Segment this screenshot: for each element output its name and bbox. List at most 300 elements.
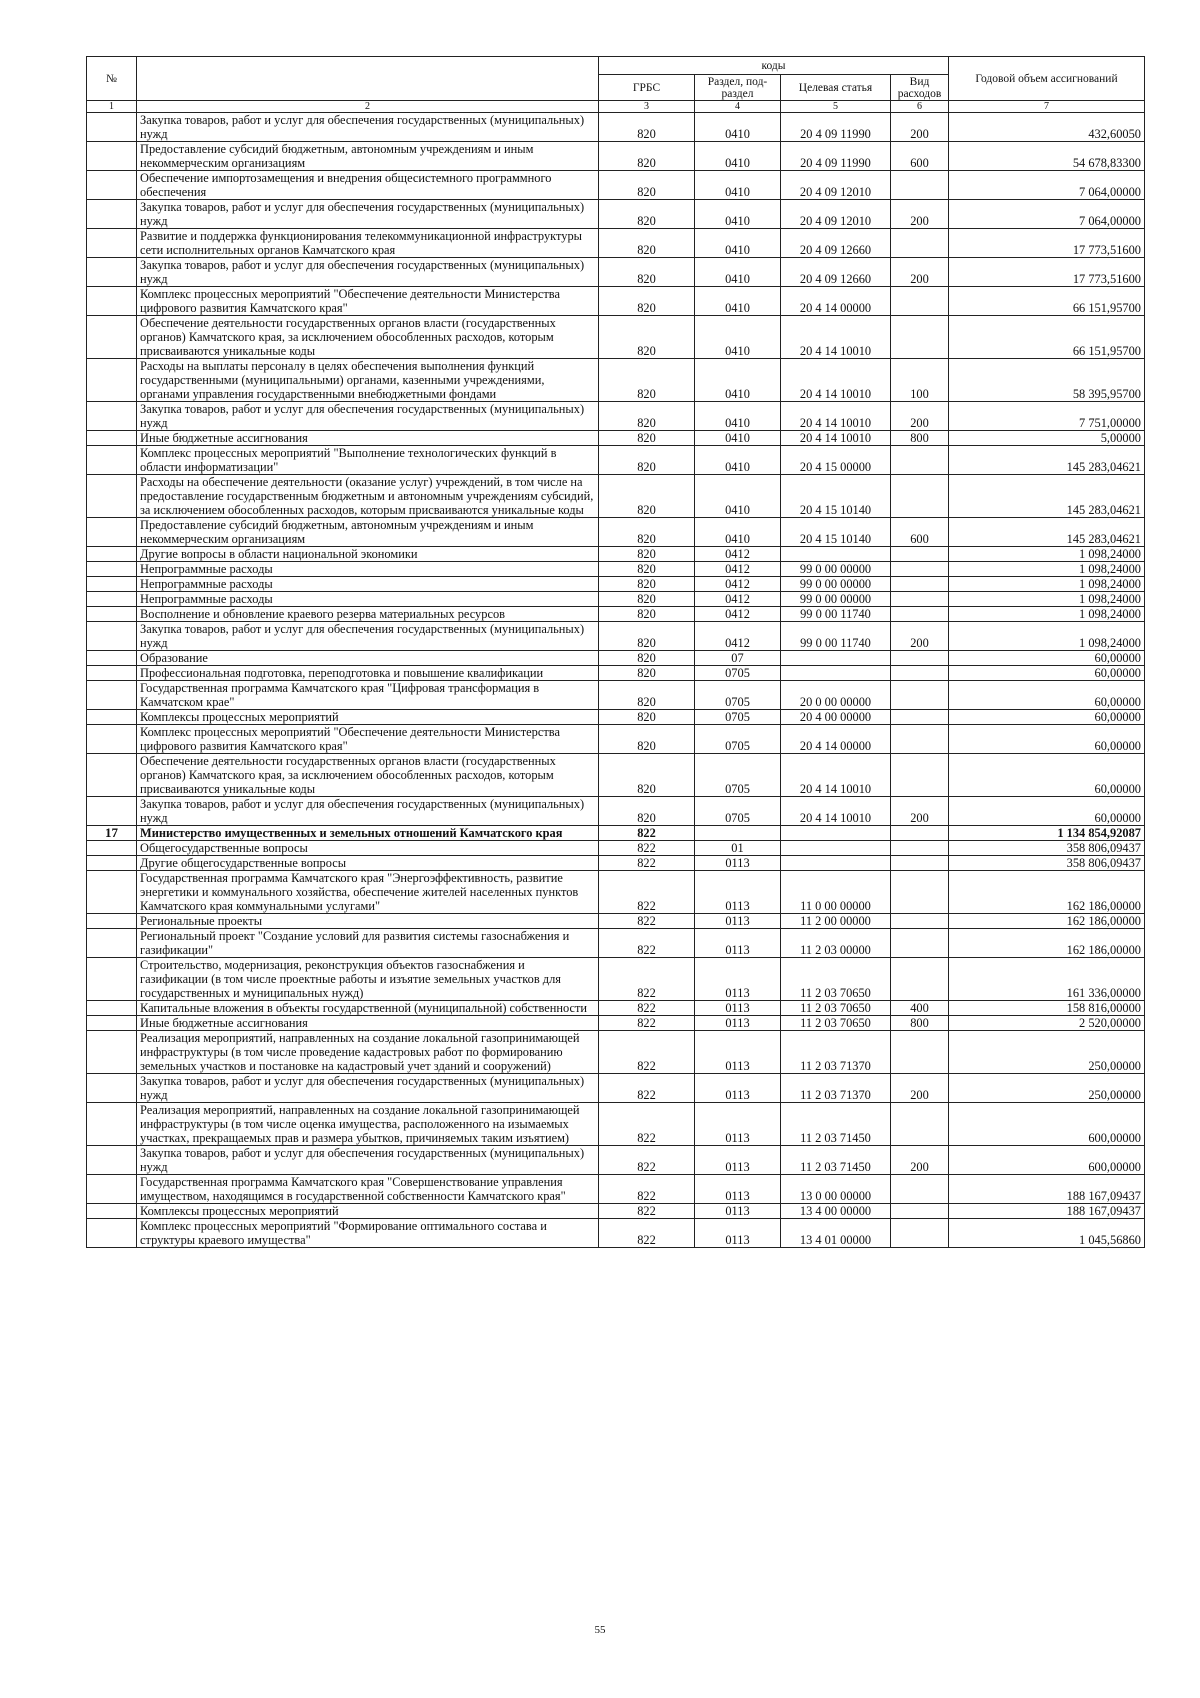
row-name-cell: Строительство, модернизация, реконструкция объектов газоснабжения и газификации (в том числе проектные работы и изъятие земельных участков для государственных и муниципальных нужд) [137,958,599,1001]
row-vid-cell [891,1175,949,1204]
row-number-cell [87,725,137,754]
row-name-cell: Государственная программа Камчатского края "Энергоэффективность, развитие энергетики и коммунального хозяйства, обеспечение жителей населенных пунктов Камчатского края коммунальными услугами" [137,871,599,914]
row-tselevaya-cell: 20 4 09 11990 [781,113,891,142]
row-vid-cell: 600 [891,142,949,171]
row-name-cell: Общегосударственные вопросы [137,841,599,856]
row-tselevaya-cell [781,856,891,871]
row-razdel-cell: 0410 [695,359,781,402]
row-razdel-cell: 0410 [695,171,781,200]
row-name-cell: Комплекс процессных мероприятий "Формирование оптимального состава и структуры краевого имущества" [137,1219,599,1248]
row-vid-cell: 600 [891,518,949,547]
row-vid-cell [891,856,949,871]
row-amount-cell: 250,00000 [949,1074,1145,1103]
table-row [87,1016,1145,1031]
row-grbs-cell: 820 [599,797,695,826]
header-tselevaya: Целевая статья [781,75,891,101]
row-vid-cell [891,681,949,710]
row-vid-cell [891,562,949,577]
table-row [87,871,1145,914]
row-vid-cell: 200 [891,1146,949,1175]
row-vid-cell [891,446,949,475]
table-row [87,475,1145,518]
table-row [87,402,1145,431]
table-row [87,666,1145,681]
row-grbs-cell: 822 [599,871,695,914]
row-number-cell [87,287,137,316]
column-number: 6 [891,101,949,113]
row-number-cell [87,113,137,142]
row-razdel-cell: 0410 [695,475,781,518]
row-tselevaya-cell: 20 4 14 10010 [781,797,891,826]
row-razdel-cell: 0410 [695,402,781,431]
row-name-cell: Государственная программа Камчатского края "Цифровая трансформация в Камчатском крае" [137,681,599,710]
row-grbs-cell: 820 [599,577,695,592]
table-row [87,577,1145,592]
row-name-cell: Обеспечение деятельности государственных органов власти (государственных органов) Камчатского края, за исключением обособленных расходов, которым присваиваются уникальные коды [137,316,599,359]
row-tselevaya-cell: 20 4 09 12660 [781,258,891,287]
column-number: 5 [781,101,891,113]
table-row [87,914,1145,929]
row-name-cell: Обеспечение импортозамещения и внедрения общесистемного программного обеспечения [137,171,599,200]
row-vid-cell: 800 [891,431,949,446]
row-vid-cell [891,577,949,592]
row-grbs-cell: 822 [599,1031,695,1074]
row-grbs-cell: 820 [599,681,695,710]
row-number-cell [87,258,137,287]
table-row [87,725,1145,754]
row-number-cell [87,1016,137,1031]
table-row [87,1146,1145,1175]
row-amount-cell: 1 098,24000 [949,607,1145,622]
row-vid-cell: 100 [891,359,949,402]
row-razdel-cell: 0113 [695,1146,781,1175]
row-vid-cell [891,287,949,316]
row-tselevaya-cell: 20 4 14 10010 [781,754,891,797]
row-razdel-cell: 0410 [695,229,781,258]
table-row [87,200,1145,229]
row-name-cell: Закупка товаров, работ и услуг для обеспечения государственных (муниципальных) нужд [137,200,599,229]
row-razdel-cell: 0410 [695,200,781,229]
row-number-cell [87,1031,137,1074]
row-tselevaya-cell: 20 4 00 00000 [781,710,891,725]
row-razdel-cell: 0410 [695,113,781,142]
row-tselevaya-cell [781,547,891,562]
row-number-cell [87,622,137,651]
row-grbs-cell: 822 [599,929,695,958]
row-amount-cell: 60,00000 [949,681,1145,710]
row-vid-cell: 400 [891,1001,949,1016]
row-amount-cell: 600,00000 [949,1146,1145,1175]
row-name-cell: Другие общегосударственные вопросы [137,856,599,871]
row-amount-cell: 358 806,09437 [949,841,1145,856]
row-grbs-cell: 820 [599,666,695,681]
row-tselevaya-cell: 99 0 00 00000 [781,577,891,592]
row-vid-cell [891,607,949,622]
row-name-cell: Закупка товаров, работ и услуг для обеспечения государственных (муниципальных) нужд [137,402,599,431]
row-name-cell: Закупка товаров, работ и услуг для обеспечения государственных (муниципальных) нужд [137,1074,599,1103]
row-number-cell [87,1219,137,1248]
row-razdel-cell: 0113 [695,1103,781,1146]
row-tselevaya-cell: 99 0 00 00000 [781,592,891,607]
row-tselevaya-cell: 99 0 00 11740 [781,622,891,651]
row-vid-cell: 200 [891,622,949,651]
row-number-cell [87,229,137,258]
row-name-cell: Закупка товаров, работ и услуг для обеспечения государственных (муниципальных) нужд [137,258,599,287]
row-grbs-cell: 820 [599,651,695,666]
row-razdel-cell: 0410 [695,142,781,171]
row-grbs-cell: 822 [599,1204,695,1219]
row-tselevaya-cell: 11 2 03 71450 [781,1146,891,1175]
row-name-cell: Закупка товаров, работ и услуг для обеспечения государственных (муниципальных) нужд [137,797,599,826]
row-amount-cell: 66 151,95700 [949,316,1145,359]
row-razdel-cell: 0412 [695,547,781,562]
row-amount-cell: 358 806,09437 [949,856,1145,871]
row-name-cell: Закупка товаров, работ и услуг для обеспечения государственных (муниципальных) нужд [137,113,599,142]
row-vid-cell [891,666,949,681]
row-amount-cell: 188 167,09437 [949,1204,1145,1219]
row-vid-cell [891,871,949,914]
row-number-cell [87,681,137,710]
row-grbs-cell: 820 [599,431,695,446]
row-tselevaya-cell: 20 4 15 10140 [781,518,891,547]
header-grbs: ГРБС [599,75,695,101]
row-tselevaya-cell: 11 2 03 71450 [781,1103,891,1146]
table-row [87,359,1145,402]
row-amount-cell: 60,00000 [949,725,1145,754]
column-number: 4 [695,101,781,113]
row-number-cell [87,841,137,856]
row-grbs-cell: 820 [599,725,695,754]
row-amount-cell: 66 151,95700 [949,287,1145,316]
row-number-cell [87,562,137,577]
table-row [87,607,1145,622]
row-amount-cell: 162 186,00000 [949,914,1145,929]
row-amount-cell: 1 134 854,92087 [949,826,1145,841]
row-amount-cell: 1 098,24000 [949,577,1145,592]
row-name-cell: Региональный проект "Создание условий для развития системы газоснабжения и газификации" [137,929,599,958]
table-row [87,1031,1145,1074]
row-name-cell: Министерство имущественных и земельных отношений Камчатского края [137,826,599,841]
table-row [87,1074,1145,1103]
row-name-cell: Государственная программа Камчатского края "Совершенствование управления имуществом, находящимся в государственной собственности Камчатского края" [137,1175,599,1204]
row-tselevaya-cell: 99 0 00 11740 [781,607,891,622]
row-razdel-cell: 0113 [695,856,781,871]
row-grbs-cell: 820 [599,518,695,547]
row-amount-cell: 58 395,95700 [949,359,1145,402]
row-razdel-cell: 0705 [695,725,781,754]
row-razdel-cell: 0113 [695,958,781,1001]
row-name-cell: Расходы на обеспечение деятельности (оказание услуг) учреждений, в том числе на предоставление государственным бюджетным и автономным учреждениям субсидий, за исключением обособленных расходов, которым присваиваются уникальные коды [137,475,599,518]
row-name-cell: Комплекс процессных мероприятий "Обеспечение деятельности Министерства цифрового развития Камчатского края" [137,287,599,316]
row-number-cell [87,475,137,518]
row-number-cell [87,797,137,826]
row-razdel-cell: 0412 [695,577,781,592]
row-grbs-cell: 820 [599,710,695,725]
row-razdel-cell [695,826,781,841]
row-amount-cell: 7 064,00000 [949,200,1145,229]
row-amount-cell: 60,00000 [949,797,1145,826]
row-name-cell: Непрограммные расходы [137,592,599,607]
row-vid-cell: 200 [891,200,949,229]
row-razdel-cell: 0410 [695,431,781,446]
row-grbs-cell: 822 [599,856,695,871]
row-amount-cell: 145 283,04621 [949,518,1145,547]
row-name-cell: Обеспечение деятельности государственных органов власти (государственных органов) Камчатского края, за исключением обособленных расходов, которым присваиваются уникальные коды [137,754,599,797]
row-number-cell [87,856,137,871]
header-amount: Годовой объем ассигнований [949,57,1145,101]
table-row [87,316,1145,359]
row-name-cell: Предоставление субсидий бюджетным, автономным учреждениям и иным некоммерческим организациям [137,142,599,171]
row-tselevaya-cell: 20 4 14 10010 [781,402,891,431]
row-amount-cell: 158 816,00000 [949,1001,1145,1016]
row-razdel-cell: 0410 [695,287,781,316]
table-row [87,446,1145,475]
row-tselevaya-cell: 20 4 14 10010 [781,316,891,359]
row-vid-cell [891,841,949,856]
budget-table-sheet [86,56,1144,1248]
row-vid-cell [891,958,949,1001]
table-row [87,287,1145,316]
row-name-cell: Реализация мероприятий, направленных на создание локальной газопринимающей инфраструктуры (в том числе проведение кадастровых работ по формированию земельных участков и постановке на кадастровый учет зданий и сооружений) [137,1031,599,1074]
row-name-cell: Развитие и поддержка функционирования телекоммуникационной инфраструктуры сети исполнительных органов Камчатского края [137,229,599,258]
row-number-cell [87,1175,137,1204]
row-tselevaya-cell: 11 2 03 00000 [781,929,891,958]
row-name-cell: Другие вопросы в области национальной экономики [137,547,599,562]
table-row [87,710,1145,725]
row-razdel-cell: 0113 [695,929,781,958]
row-number-cell [87,958,137,1001]
row-vid-cell: 200 [891,402,949,431]
row-vid-cell: 800 [891,1016,949,1031]
table-row [87,754,1145,797]
row-number-cell [87,518,137,547]
table-row [87,797,1145,826]
row-grbs-cell: 820 [599,316,695,359]
table-row [87,958,1145,1001]
row-grbs-cell: 820 [599,562,695,577]
row-name-cell: Комплекс процессных мероприятий "Обеспечение деятельности Министерства цифрового развития Камчатского края" [137,725,599,754]
row-name-cell: Непрограммные расходы [137,562,599,577]
row-razdel-cell: 0113 [695,1031,781,1074]
row-razdel-cell: 0113 [695,1016,781,1031]
row-amount-cell: 60,00000 [949,651,1145,666]
row-amount-cell: 7 064,00000 [949,171,1145,200]
row-name-cell: Непрограммные расходы [137,577,599,592]
row-amount-cell: 60,00000 [949,754,1145,797]
table-row [87,1175,1145,1204]
row-tselevaya-cell: 11 2 03 70650 [781,958,891,1001]
row-amount-cell: 188 167,09437 [949,1175,1145,1204]
row-amount-cell: 250,00000 [949,1031,1145,1074]
row-name-cell: Капитальные вложения в объекты государственной (муниципальной) собственности [137,1001,599,1016]
row-amount-cell: 7 751,00000 [949,402,1145,431]
row-razdel-cell: 0410 [695,316,781,359]
row-vid-cell [891,547,949,562]
row-tselevaya-cell [781,666,891,681]
row-number-cell [87,929,137,958]
row-razdel-cell: 0705 [695,666,781,681]
row-tselevaya-cell: 20 4 14 00000 [781,287,891,316]
row-tselevaya-cell: 13 4 00 00000 [781,1204,891,1219]
row-grbs-cell: 822 [599,958,695,1001]
row-number-cell [87,359,137,402]
row-tselevaya-cell: 20 4 14 00000 [781,725,891,754]
row-razdel-cell: 0410 [695,446,781,475]
row-razdel-cell: 0113 [695,914,781,929]
row-grbs-cell: 822 [599,841,695,856]
table-row [87,826,1145,841]
row-razdel-cell: 0412 [695,592,781,607]
row-amount-cell: 161 336,00000 [949,958,1145,1001]
table-row [87,841,1145,856]
row-number-cell [87,316,137,359]
table-row [87,929,1145,958]
row-grbs-cell: 820 [599,229,695,258]
row-vid-cell [891,475,949,518]
row-razdel-cell: 0113 [695,1175,781,1204]
row-vid-cell [891,316,949,359]
page-number: 55 [594,1624,606,1636]
row-tselevaya-cell: 11 2 03 71370 [781,1074,891,1103]
row-tselevaya-cell: 13 4 01 00000 [781,1219,891,1248]
row-tselevaya-cell: 11 2 03 70650 [781,1016,891,1031]
row-vid-cell: 200 [891,113,949,142]
row-razdel-cell: 07 [695,651,781,666]
row-grbs-cell: 820 [599,446,695,475]
row-razdel-cell: 0705 [695,681,781,710]
row-name-cell: Комплекс процессных мероприятий "Выполнение технологических функций в области информатизации" [137,446,599,475]
row-amount-cell: 5,00000 [949,431,1145,446]
row-tselevaya-cell: 20 4 15 10140 [781,475,891,518]
row-grbs-cell: 820 [599,359,695,402]
row-grbs-cell: 822 [599,1219,695,1248]
row-grbs-cell: 820 [599,402,695,431]
row-name-cell: Реализация мероприятий, направленных на создание локальной газопринимающей инфраструктуры (в том числе оценка имущества, расположенного на изымаемых участках, прекращаемых прав и размера убытков, причиняемых таким изъятием) [137,1103,599,1146]
row-amount-cell: 60,00000 [949,666,1145,681]
row-tselevaya-cell: 20 4 15 00000 [781,446,891,475]
row-razdel-cell: 0412 [695,562,781,577]
row-vid-cell [891,914,949,929]
row-grbs-cell: 820 [599,258,695,287]
row-vid-cell [891,651,949,666]
row-number-cell [87,142,137,171]
row-tselevaya-cell [781,651,891,666]
row-grbs-cell: 820 [599,475,695,518]
row-razdel-cell: 0410 [695,518,781,547]
row-razdel-cell: 0113 [695,1074,781,1103]
header-codes: коды [599,57,949,75]
row-amount-cell: 145 283,04621 [949,475,1145,518]
row-number-cell [87,1146,137,1175]
column-number: 3 [599,101,695,113]
row-number-cell [87,754,137,797]
row-razdel-cell: 0113 [695,1219,781,1248]
table-body [87,113,1145,1248]
row-razdel-cell: 0113 [695,871,781,914]
row-number-cell [87,607,137,622]
row-vid-cell: 200 [891,258,949,287]
row-number-cell [87,914,137,929]
row-grbs-cell: 822 [599,1001,695,1016]
row-number-cell [87,666,137,681]
row-number-cell [87,577,137,592]
table-row [87,229,1145,258]
table-row [87,431,1145,446]
column-number: 7 [949,101,1145,113]
row-name-cell: Восполнение и обновление краевого резерва материальных ресурсов [137,607,599,622]
row-tselevaya-cell: 20 4 14 10010 [781,359,891,402]
row-name-cell: Закупка товаров, работ и услуг для обеспечения государственных (муниципальных) нужд [137,622,599,651]
table-row [87,592,1145,607]
row-grbs-cell: 820 [599,622,695,651]
row-amount-cell: 600,00000 [949,1103,1145,1146]
table-row [87,1001,1145,1016]
row-amount-cell: 54 678,83300 [949,142,1145,171]
row-vid-cell [891,1219,949,1248]
row-grbs-cell: 822 [599,1146,695,1175]
row-vid-cell [891,929,949,958]
row-vid-cell [891,229,949,258]
table-row [87,651,1145,666]
row-name-cell: Предоставление субсидий бюджетным, автономным учреждениям и иным некоммерческим организациям [137,518,599,547]
row-grbs-cell: 822 [599,1175,695,1204]
row-amount-cell: 1 098,24000 [949,562,1145,577]
row-razdel-cell: 0113 [695,1204,781,1219]
row-grbs-cell: 822 [599,826,695,841]
row-tselevaya-cell: 20 4 09 12010 [781,171,891,200]
row-vid-cell: 200 [891,1074,949,1103]
row-number-cell [87,1001,137,1016]
header-number: № [87,57,137,101]
table-row [87,1204,1145,1219]
row-number-cell [87,651,137,666]
row-number-cell [87,446,137,475]
row-vid-cell [891,1204,949,1219]
row-amount-cell: 17 773,51600 [949,258,1145,287]
row-vid-cell [891,1031,949,1074]
row-amount-cell: 1 045,56860 [949,1219,1145,1248]
row-tselevaya-cell: 20 4 09 11990 [781,142,891,171]
row-tselevaya-cell: 11 2 03 70650 [781,1001,891,1016]
row-razdel-cell: 0113 [695,1001,781,1016]
row-razdel-cell: 0705 [695,797,781,826]
row-name-cell: Региональные проекты [137,914,599,929]
row-tselevaya-cell [781,826,891,841]
row-grbs-cell: 820 [599,592,695,607]
budget-table [86,56,1145,1248]
row-number-cell [87,592,137,607]
row-tselevaya-cell: 20 0 00 00000 [781,681,891,710]
row-amount-cell: 162 186,00000 [949,871,1145,914]
row-grbs-cell: 820 [599,547,695,562]
row-amount-cell: 1 098,24000 [949,622,1145,651]
row-grbs-cell: 820 [599,171,695,200]
row-grbs-cell: 822 [599,914,695,929]
row-vid-cell [891,1103,949,1146]
row-grbs-cell: 822 [599,1103,695,1146]
row-grbs-cell: 820 [599,607,695,622]
row-number-cell [87,431,137,446]
row-razdel-cell: 01 [695,841,781,856]
row-grbs-cell: 820 [599,287,695,316]
row-name-cell: Образование [137,651,599,666]
row-name-cell: Иные бюджетные ассигнования [137,431,599,446]
row-number-cell [87,547,137,562]
row-grbs-cell: 820 [599,113,695,142]
row-amount-cell: 145 283,04621 [949,446,1145,475]
row-number-cell [87,402,137,431]
row-razdel-cell: 0412 [695,607,781,622]
